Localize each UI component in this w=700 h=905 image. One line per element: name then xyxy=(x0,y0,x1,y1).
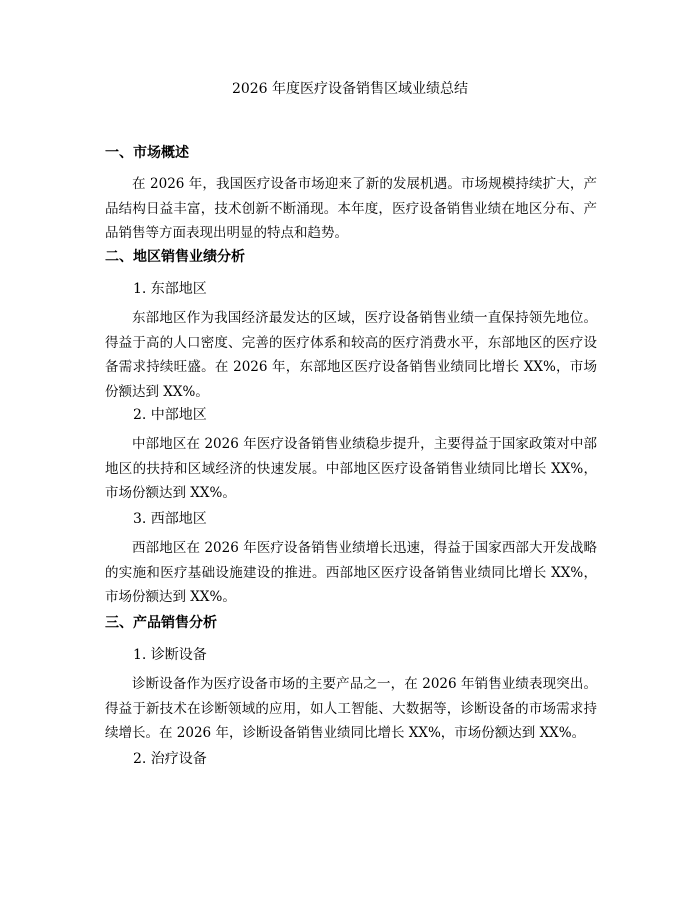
paragraph-diagnostic-equipment: 诊断设备作为医疗设备市场的主要产品之一，在 2026 年销售业绩表现突出。得益于新技术在诊断领域的应用，如人工智能、大数据等，诊断设备的市场需求持续增长。在 2026 年，诊断设备销售业绩同比增长 XX%，市场份额达到 XX%。 xyxy=(105,676,597,741)
subheading-treatment-equipment: 2. 治疗设备 xyxy=(133,751,207,767)
subheading-central-region: 2. 中部地区 xyxy=(133,407,207,423)
subheading-diagnostic-equipment: 1. 诊断设备 xyxy=(133,647,207,663)
document-title: 2026 年度医疗设备销售区域业绩总结 xyxy=(231,81,469,97)
section-heading-regional-sales: 二、地区销售业绩分析 xyxy=(105,249,245,265)
paragraph-market-overview: 在 2026 年，我国医疗设备市场迎来了新的发展机遇。市场规模持续扩大，产品结构日益丰富，技术创新不断涌现。本年度，医疗设备销售业绩在地区分布、产品销售等方面表现出明显的特点和趋势。 xyxy=(105,176,597,241)
subheading-east-region: 1. 东部地区 xyxy=(133,281,207,297)
section-heading-market-overview: 一、市场概述 xyxy=(105,145,189,161)
paragraph-west-region: 西部地区在 2026 年医疗设备销售业绩增长迅速，得益于国家西部大开发战略的实施和医疗基础设施建设的推进。西部地区医疗设备销售业绩同比增长 XX%，市场份额达到 XX%。 xyxy=(105,540,597,605)
paragraph-east-region: 东部地区作为我国经济最发达的区域，医疗设备销售业绩一直保持领先地位。得益于高的人口密度、完善的医疗体系和较高的医疗消费水平，东部地区的医疗设备需求持续旺盛。在 2026 年，东部地区医疗设备销售业绩同比增长 XX%，市场份额达到 XX%。 xyxy=(105,310,597,400)
section-heading-product-sales: 三、产品销售分析 xyxy=(105,615,217,631)
paragraph-central-region: 中部地区在 2026 年医疗设备销售业绩稳步提升，主要得益于国家政策对中部地区的扶持和区域经济的快速发展。中部地区医疗设备销售业绩同比增长 XX%，市场份额达到 XX%。 xyxy=(105,436,597,501)
subheading-west-region: 3. 西部地区 xyxy=(133,511,207,527)
